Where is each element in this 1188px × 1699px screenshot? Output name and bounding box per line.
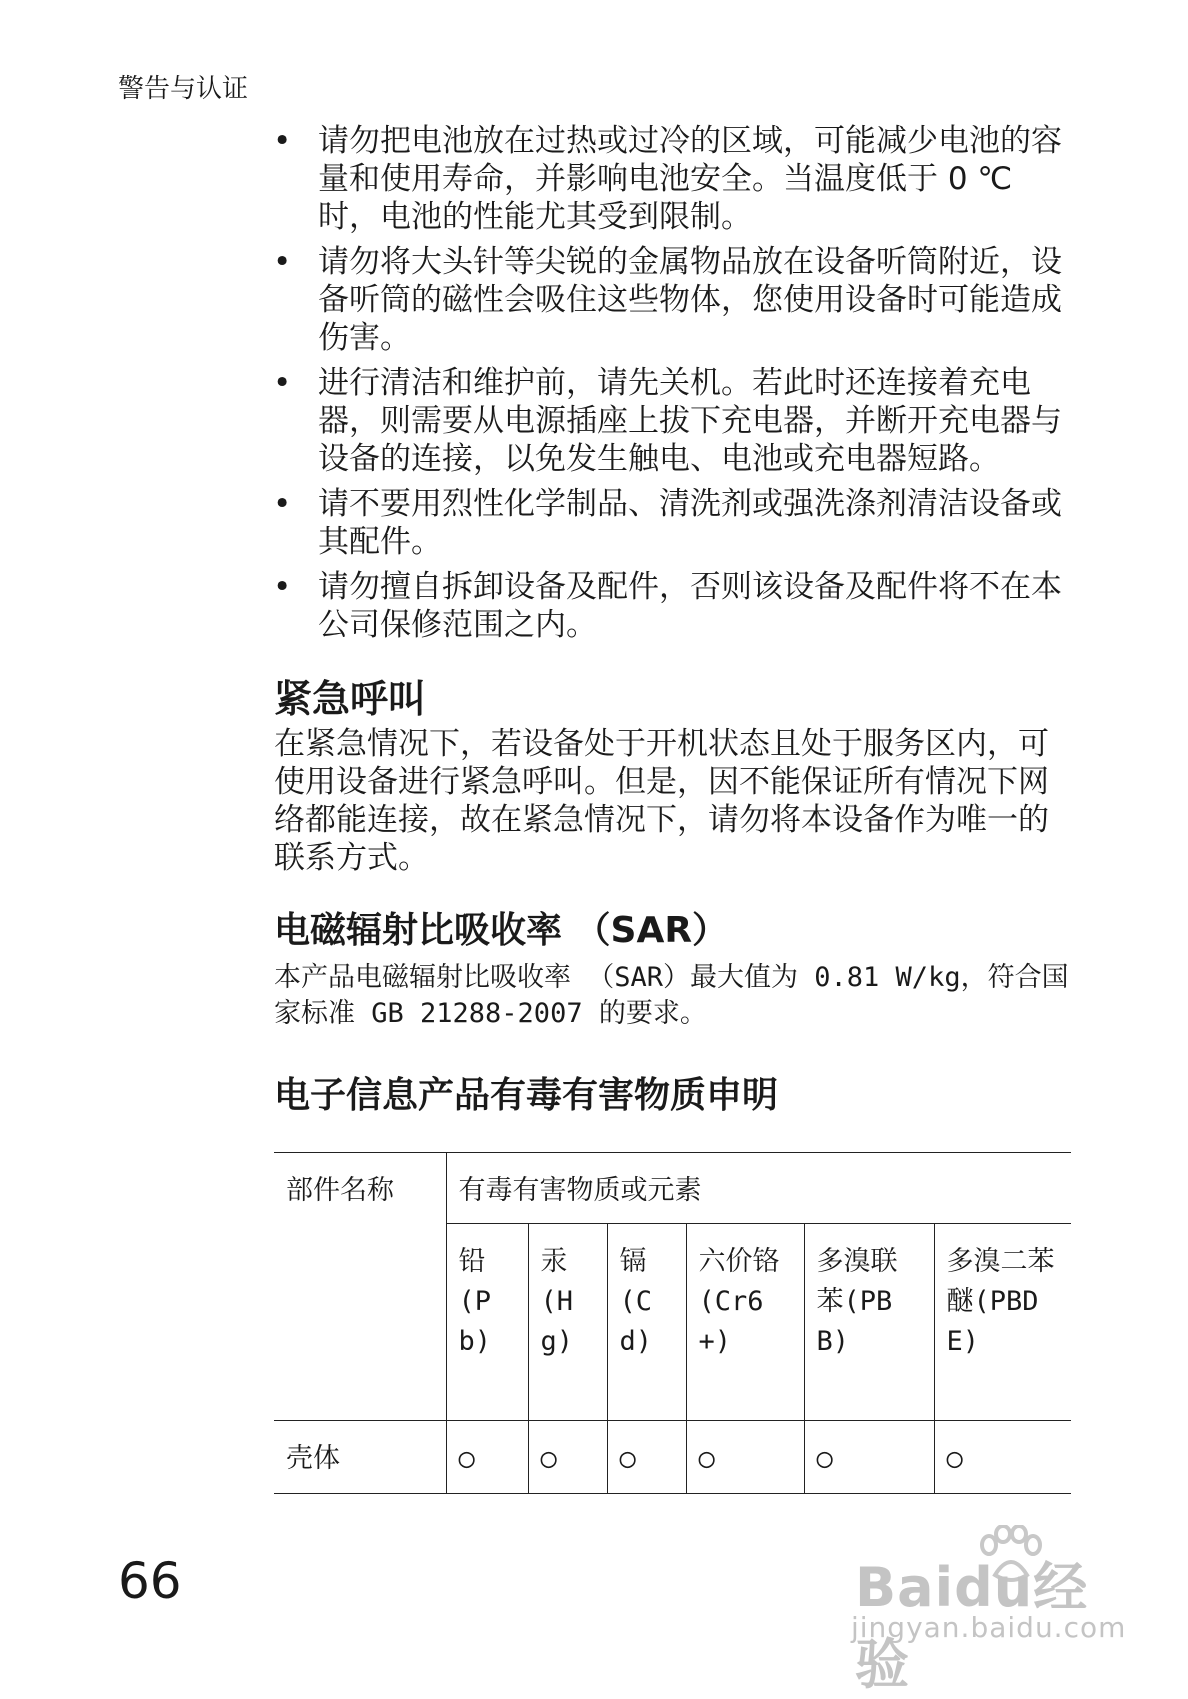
hazard-table [274, 1152, 1071, 1494]
watermark-url: jingyan.baidu.com [851, 1611, 1127, 1644]
sar-text: 本产品电磁辐射比吸收率 （SAR）最大值为 0.81 W/kg，符合国家标准 GB 21288-2007 的要求。 [274, 962, 1069, 1029]
bullet-dot: • [273, 123, 292, 159]
cell-value: ○ [686, 1421, 804, 1494]
sar-heading: 电磁辐射比吸收率 （SAR） [274, 910, 729, 951]
bullet-text: 请勿把电池放在过热或过冷的区域，可能减少电池的容量和使用寿命，并影响电池安全。当温度低于 0 ℃ 时，电池的性能尤其受到限制。 [318, 123, 1062, 235]
bullet-dot: • [273, 244, 292, 280]
bullet-dot: • [273, 569, 292, 605]
hazard-table-container [274, 1152, 1071, 1494]
table-header-row [274, 1153, 1071, 1224]
cell-part: 壳体 [274, 1421, 446, 1494]
header-pbde: 多溴二苯醚(PBDE) [934, 1224, 1071, 1421]
bullet-text: 请勿擅自拆卸设备及配件，否则该设备及配件将不在本公司保修范围之内。 [318, 569, 1062, 643]
table-row [274, 1421, 1071, 1494]
page-header: 警告与认证 [118, 74, 249, 104]
cell-value: ○ [934, 1421, 1071, 1494]
bullet-item [270, 122, 1070, 236]
bullet-item [270, 485, 1070, 561]
bullet-text: 请不要用烈性化学制品、清洗剂或强洗涤剂清洁设备或其配件。 [318, 486, 1062, 560]
safety-bullet-list [270, 122, 1070, 651]
bullet-text: 进行清洁和维护前，请先关机。若此时还连接着充电器，则需要从电源插座上拔下充电器，并断开充电器与设备的连接，以免发生触电、电池或充电器短路。 [318, 365, 1062, 477]
header-mercury: 汞(Hg) [528, 1224, 607, 1421]
cell-value: ○ [528, 1421, 607, 1494]
header-lead: 铅(Pb) [446, 1224, 528, 1421]
emergency-text: 在紧急情况下，若设备处于开机状态且处于服务区内，可使用设备进行紧急呼叫。但是，因不能保证所有情况下网络都能连接，故在紧急情况下，请勿将本设备作为唯一的联系方式。 [274, 726, 1049, 876]
emergency-heading: 紧急呼叫 [274, 677, 427, 721]
bullet-item [270, 364, 1070, 478]
header-pbb: 多溴联苯(PBB) [804, 1224, 934, 1421]
bullet-dot: • [273, 486, 292, 522]
cell-value: ○ [804, 1421, 934, 1494]
bullet-text: 请勿将大头针等尖锐的金属物品放在设备听筒附近，设备听筒的磁性会吸住这些物体，您使用设备时可能造成伤害。 [318, 244, 1062, 356]
hazard-heading: 电子信息产品有毒有害物质申明 [274, 1075, 779, 1116]
header-part-name: 部件名称 [274, 1153, 446, 1421]
cell-value: ○ [446, 1421, 528, 1494]
cell-value: ○ [607, 1421, 686, 1494]
header-chromium: 六价铬(Cr6+) [686, 1224, 804, 1421]
header-substance-group: 有毒有害物质或元素 [446, 1153, 1071, 1224]
watermark-logo-text: Baidu经验 [855, 1556, 1089, 1696]
bullet-item [270, 243, 1070, 357]
bullet-dot: • [273, 365, 292, 401]
page-number: 66 [118, 1552, 182, 1610]
bullet-item [270, 568, 1070, 644]
header-cadmium: 镉(Cd) [607, 1224, 686, 1421]
baidu-watermark [845, 1525, 1135, 1696]
